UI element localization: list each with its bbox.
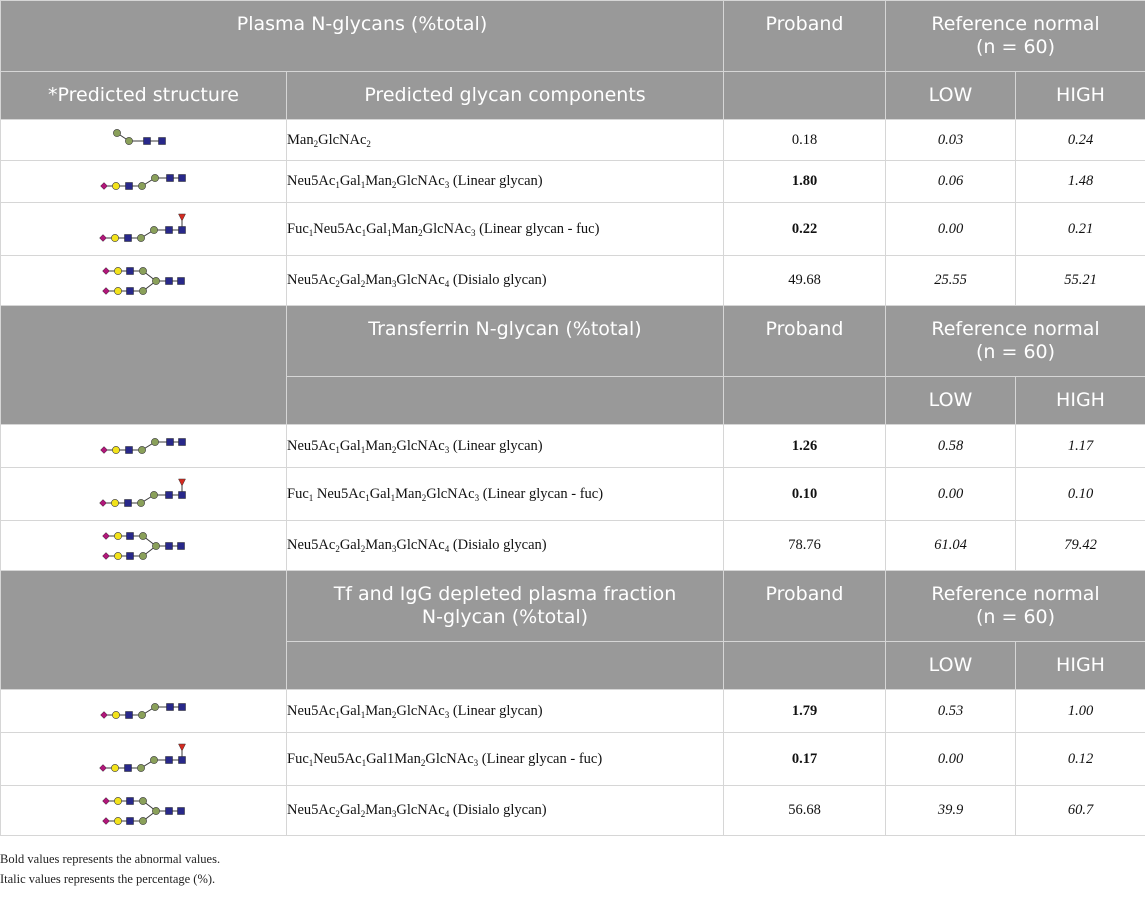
- glycan-linear-fuc-icon: [98, 212, 190, 246]
- glycan-disialo-icon: [101, 529, 187, 563]
- proband-value: 0.22: [724, 203, 886, 256]
- high-value: 1.48: [1016, 161, 1145, 203]
- glycan-components: $Neu5Ac_2Gal_2Man_3GlcNAc_4$ (Disialo glycan): [287, 256, 724, 306]
- plasma-proband-header: Proband: [724, 1, 886, 72]
- predicted-structure-header: *Predicted structure: [1, 72, 287, 120]
- footnotes: [0, 849, 220, 889]
- transferrin-title: Transferrin N-glycan (%total): [287, 306, 724, 377]
- table-row: [1, 521, 1145, 571]
- proband-value: 0.17: [724, 733, 886, 786]
- transferrin-reference-header: [886, 306, 1145, 377]
- proband-value: 49.68: [724, 256, 886, 306]
- footnote-italic: Italic values represents the percentage (%).: [0, 872, 216, 886]
- glycan-linear-icon: [99, 434, 189, 458]
- table-row: [1, 425, 1145, 468]
- plasma-low-header: LOW: [886, 72, 1016, 120]
- plasma-title: Plasma N-glycans (%total): [1, 1, 724, 72]
- glycan-structure: [1, 203, 287, 256]
- depleted-reference-header: [886, 571, 1145, 642]
- glycan-components: $Neu5Ac_2Gal_2Man_3GlcNAc_4$ (Disialo glycan): [287, 521, 724, 571]
- high-value: 55.21: [1016, 256, 1145, 306]
- low-value: 0.00: [886, 468, 1016, 521]
- plasma-reference-text: Reference normal (n = 60): [931, 13, 1100, 58]
- glycan-structure: [1, 425, 287, 468]
- table-row: [1, 120, 1145, 161]
- transferrin-low-header: LOW: [886, 377, 1016, 425]
- glycan-components: Fuc$_1$ $Neu5Ac_1Gal_1Man_2GlcNAc_3$ (Linear glycan - fuc): [287, 468, 724, 521]
- low-value: 0.03: [886, 120, 1016, 161]
- proband-value: 0.18: [724, 120, 886, 161]
- high-value: 60.7: [1016, 786, 1145, 836]
- proband-value: 1.79: [724, 690, 886, 733]
- low-value: 39.9: [886, 786, 1016, 836]
- plasma-proband-subheader: [724, 72, 886, 120]
- glycan-structure: [1, 468, 287, 521]
- transferrin-high-header: HIGH: [1016, 377, 1145, 425]
- glycan-structure: [1, 733, 287, 786]
- low-value: 25.55: [886, 256, 1016, 306]
- table-row: [1, 203, 1145, 256]
- glycan-linear-icon: [99, 699, 189, 723]
- transferrin-reference-text: Reference normal (n = 60): [931, 318, 1100, 363]
- proband-value: 78.76: [724, 521, 886, 571]
- glycan-components: $Fuc_1Neu5Ac_1Gal1Man_2GlcNAc_3$ (Linear glycan - fuc): [287, 733, 724, 786]
- proband-value: 56.68: [724, 786, 886, 836]
- transferrin-blank-header: [1, 306, 287, 425]
- glycan-structure: [1, 786, 287, 836]
- glycan-structure: [1, 161, 287, 203]
- high-value: 0.24: [1016, 120, 1145, 161]
- depleted-title: [287, 571, 724, 642]
- glycan-disialo-icon: [101, 794, 187, 828]
- glycan-components: $Neu5Ac_2Gal_2Man_3GlcNAc_4$ (Disialo glycan): [287, 786, 724, 836]
- low-value: 0.53: [886, 690, 1016, 733]
- transferrin-proband-sub-blank: [724, 377, 886, 425]
- glycan-disialo-icon: [101, 264, 187, 298]
- low-value: 0.00: [886, 203, 1016, 256]
- high-value: 1.00: [1016, 690, 1145, 733]
- glycan-components: $Fuc_1Neu5Ac_1Gal_1Man_2GlcNAc_3$ (Linear glycan - fuc): [287, 203, 724, 256]
- glycan-structure: [1, 690, 287, 733]
- high-value: 0.10: [1016, 468, 1145, 521]
- table-row: [1, 256, 1145, 306]
- depleted-title-text: Tf and IgG depleted plasma fraction N-glycan (%total): [333, 583, 677, 628]
- transferrin-proband-header: Proband: [724, 306, 886, 377]
- glycan-structure: [1, 120, 287, 161]
- glycan-structure: [1, 521, 287, 571]
- table-row: [1, 161, 1145, 203]
- glycan-structure: [1, 256, 287, 306]
- proband-value: 0.10: [724, 468, 886, 521]
- glycan-linear-icon: [99, 170, 189, 194]
- low-value: 61.04: [886, 521, 1016, 571]
- depleted-proband-header: Proband: [724, 571, 886, 642]
- glycan-man2-icon: [112, 128, 176, 152]
- proband-value: 1.80: [724, 161, 886, 203]
- high-value: 1.17: [1016, 425, 1145, 468]
- low-value: 0.06: [886, 161, 1016, 203]
- depleted-sub-blank: [287, 642, 724, 690]
- high-value: 0.21: [1016, 203, 1145, 256]
- glycan-components: Man$_2$GlcNAc$_2$: [287, 120, 724, 161]
- plasma-reference-header: [886, 1, 1145, 72]
- glycan-linear-fuc-icon: [98, 477, 190, 511]
- depleted-high-header: HIGH: [1016, 642, 1145, 690]
- table-row: [1, 786, 1145, 836]
- depleted-low-header: LOW: [886, 642, 1016, 690]
- high-value: 0.12: [1016, 733, 1145, 786]
- plasma-high-header: HIGH: [1016, 72, 1145, 120]
- high-value: 79.42: [1016, 521, 1145, 571]
- proband-value: 1.26: [724, 425, 886, 468]
- table-row: [1, 468, 1145, 521]
- transferrin-sub-blank: [287, 377, 724, 425]
- predicted-components-header: Predicted glycan components: [287, 72, 724, 120]
- glycan-linear-fuc-icon: [98, 742, 190, 776]
- footnote-bold: Bold values represents the abnormal values.: [0, 852, 221, 866]
- depleted-proband-sub-blank: [724, 642, 886, 690]
- table-row: [1, 733, 1145, 786]
- glycan-components: $Neu5Ac_1Gal_1Man_2GlcNAc_3$ (Linear glycan): [287, 690, 724, 733]
- low-value: 0.58: [886, 425, 1016, 468]
- glycan-components: $Neu5Ac_1Gal_1Man_2GlcNAc_3$ (Linear glycan): [287, 161, 724, 203]
- low-value: 0.00: [886, 733, 1016, 786]
- depleted-blank-header: [1, 571, 287, 690]
- depleted-reference-text: Reference normal (n = 60): [931, 583, 1100, 628]
- glycan-components: $Neu5Ac_1Gal_1Man_2GlcNAc_3$ (Linear glycan): [287, 425, 724, 468]
- table-row: [1, 690, 1145, 733]
